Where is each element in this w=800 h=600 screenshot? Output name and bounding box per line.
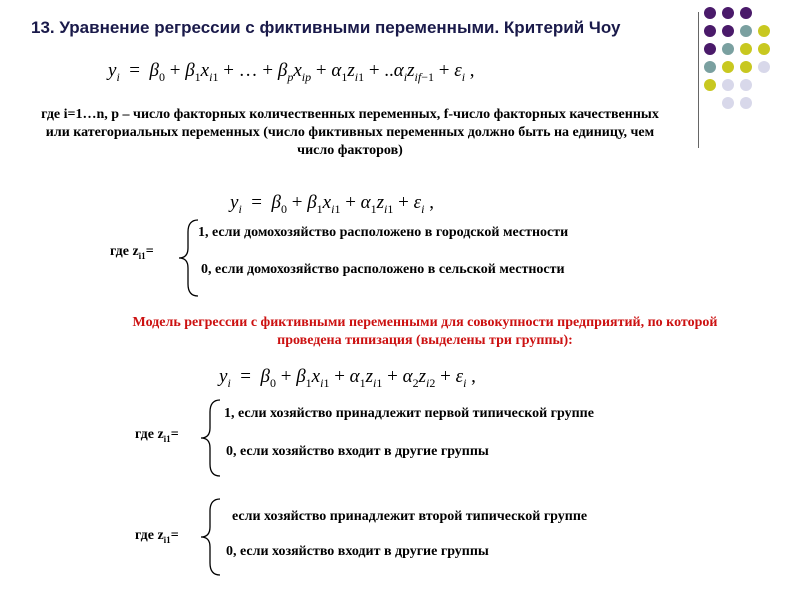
dummy-option-first-group: 1, если хозяйство принадлежит первой типической группе	[224, 406, 594, 421]
dummy-definition-label: где $z_{i1}=$	[110, 244, 154, 261]
decor-dot	[704, 25, 716, 37]
decor-dot	[740, 7, 752, 19]
decor-dot	[722, 97, 734, 109]
slide-title: 13. Уравнение регрессии с фиктивными переменными. Критерий Чоу	[31, 18, 621, 37]
decor-dot	[740, 97, 752, 109]
left-brace	[198, 497, 224, 577]
decor-dot	[722, 43, 734, 55]
decor-dot	[704, 79, 716, 91]
dummy-option-other-groups: 0, если хозяйство входит в другие группы	[226, 444, 489, 459]
dummy-option-urban: 1, если домохозяйство расположено в городской местности	[198, 225, 569, 240]
explanation-paragraph: где i=1…n, p – число факторных количественных переменных, f-число факторных качественных или категориальных переменных (число фиктивных переменных должно быть на единицу, чем число факторов)	[41, 107, 659, 158]
decor-dot	[740, 43, 752, 55]
decor-dot	[722, 25, 734, 37]
dummy-definition-label: где $z_{i1}=$	[135, 427, 179, 444]
decor-dot	[704, 61, 716, 73]
decor-dot	[758, 61, 770, 73]
dummy-definition-label: где $z_{i1}=$	[135, 528, 179, 545]
decor-divider-line	[698, 12, 699, 148]
red-section-heading: Модель регрессии с фиктивными переменными для совокупности предприятий, по которой проведена типизация (выделены три группы):	[132, 315, 718, 348]
decor-dot	[758, 25, 770, 37]
decor-dot	[722, 7, 734, 19]
decor-dot	[740, 25, 752, 37]
decor-dot	[740, 79, 752, 91]
decor-dot	[722, 79, 734, 91]
formula-two-dummies: $y_i = \beta_0 + \beta_1x_{i1} + \alpha_1z_{i1} + \alpha_2z_{i2} + \varepsilon_i$ ,	[219, 366, 476, 390]
decor-dot	[704, 43, 716, 55]
decor-dot-grid	[704, 7, 794, 127]
decor-dot	[704, 7, 716, 19]
decor-dot	[740, 61, 752, 73]
formula-general-regression: $y_i = \beta_0 + \beta_1x_{i1}$ + … + $\beta_px_{ip} + \alpha_1z_{i1} + ..\alpha_iz_{if-1} + \varepsilon_i$ ,	[108, 60, 475, 84]
decor-dot	[758, 43, 770, 55]
formula-single-dummy: $y_i = \beta_0 + \beta_1x_{i1} + \alpha_1z_{i1} + \varepsilon_i$ ,	[230, 192, 434, 216]
dummy-option-second-group: если хозяйство принадлежит второй типической группе	[232, 509, 588, 524]
dummy-option-other-groups: 0, если хозяйство входит в другие группы	[226, 544, 489, 559]
decor-dot	[722, 61, 734, 73]
dummy-option-rural: 0, если домохозяйство расположено в сельской местности	[201, 262, 565, 277]
left-brace	[198, 398, 224, 478]
